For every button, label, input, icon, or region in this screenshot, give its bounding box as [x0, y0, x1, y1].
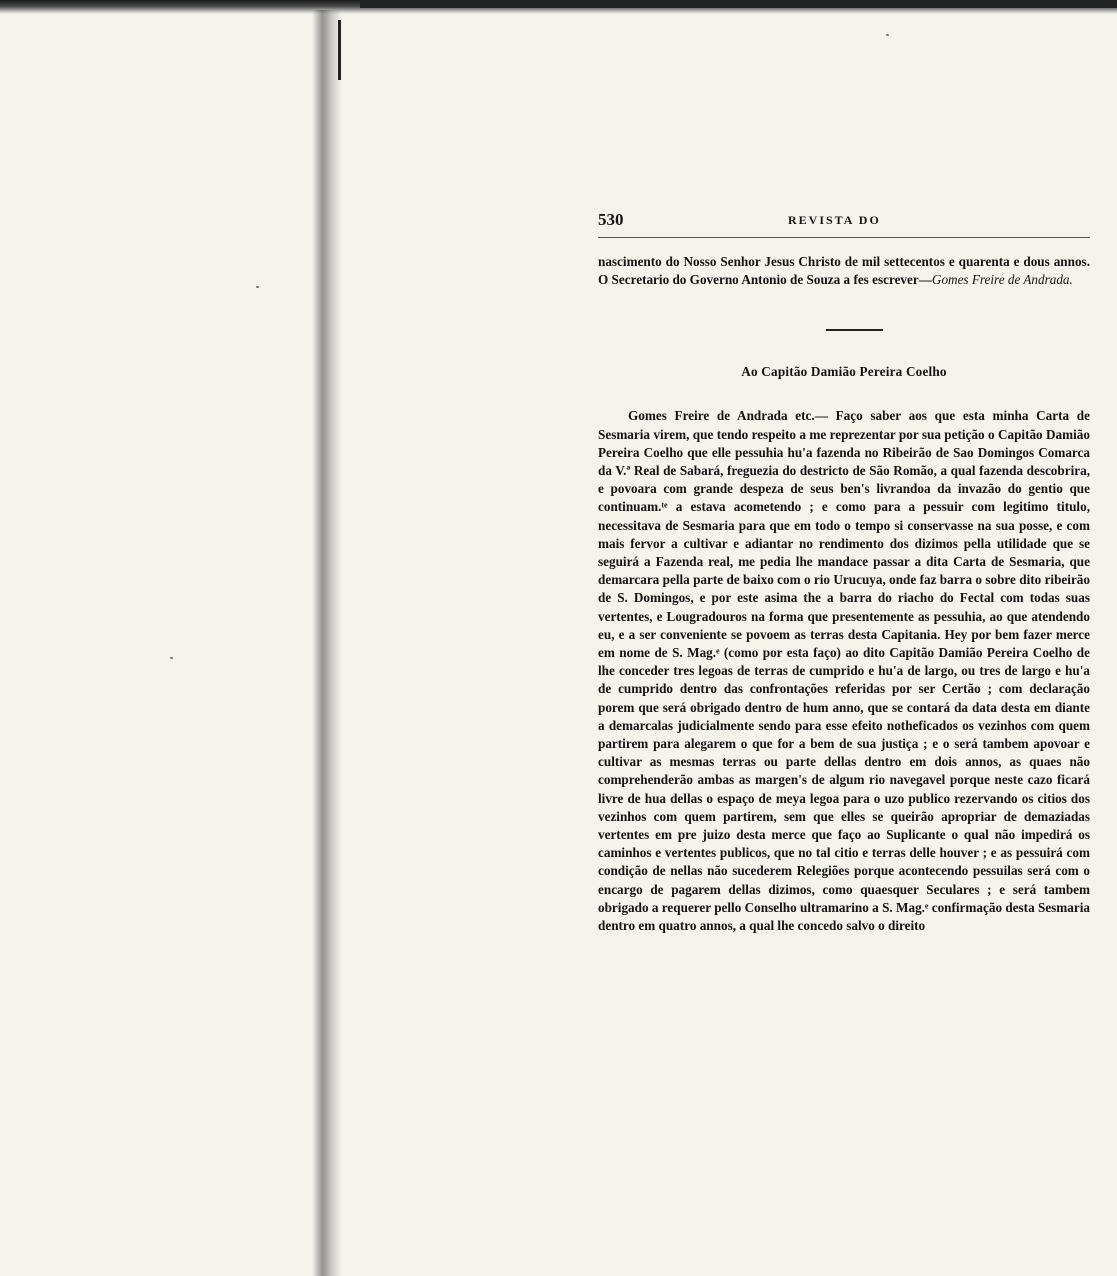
running-head-title: REVISTA DO: [788, 213, 881, 227]
signature: Gomes Freire de Andrada.: [931, 272, 1073, 288]
scan-speck: [256, 286, 259, 288]
body-text: Gomes Freire de Andrada etc.— Faço saber aos que esta minha Carta de Sesmaria virem, que tendo respeito a me reprezentar por sua petição o Capitão Damião Pereira Coelho que elle pessuhia hu'a fazenda no Ribeirão de Sao Domingos Comarca da V.ª Real de Sabará, freguezia do destricto de São Romão, a qual fazenda descobrira, e povoara com grande despeza de seus ben's livrandoa da invazão do gentio que continuam.ᵗᵉ a estava acometendo ; e como para a pessuir com legitimo titulo, necessitava de Sesmaria para que em todo o tempo si conservasse na sua posse, e com mais fervor a cultivar e adiantar no rendimento dos dizimos pella utilidade que se seguirá a Fazenda real, me pedia lhe mandace passar a dita Carta de Sesmaria, que demarcara pella parte de baixo com o rio Urucuya, onde faz barra o sobre dito ribeirão de S. Domingos, e por este asima the a barra do riacho do Fectal com todas suas vertentes, e Lougradouros na forma que presentemente as pessuhia, ao que atendendo eu, e a ser conveniente se povoem as terras desta Capitania. Hey por bem fazer merce em nome de S. Mag.ᵉ (como por esta faço) ao dito Capitão Damião Pereira Coelho de lhe conceder tres legoas de terras de cumprido e hu'a de largo, ou tres de largo e hu'a de cumprido dentro das confrontações referidas por ser Certão ; com declaração porem que será obrigado dentro de hum anno, que se contará da data desta em diante a demarcalas judicialmente sendo para esse efeito notheficados os vezinhos com quem partirem para alegarem o que for a bem de sua justiça ; e o será tambem apovoar e cultivar as mesmas terras ou parte dellas dentro em dois annos, as quaes não comprehenderão ambas as margen's de algum rio navegavel porque neste cazo ficará livre de hua dellas o espaço de meya legoa para o uzo publico rezervando os citios dos vezinhos com quem partirem, sem que elles se queirão apropriar de demaziadas vertentes em pre juizo desta merce que faço ao Suplicante o qual não impedirá os caminhos e vertentes publicos, que no tal citio e terras delle houver ; e as pessuirá com condição de nellas não sucederem Relegiões porque acontecendo pessuilas será com o encargo de pagarem dellas dizimos, como quaesquer Seculares ; e será tambem obrigado a requerer pello Conselho ultramarino a S. Mag.ᵉ confirmação desta Sesmaria dentro em quatro annos, a qual lhe concedo salvo o direito: [598, 408, 1090, 934]
section-divider: [826, 329, 883, 331]
book-page: [598, 210, 1090, 935]
scan-speck: [886, 34, 889, 36]
section-heading: Ao Capitão Damião Pereira Coelho: [741, 364, 947, 380]
header-rule: [598, 237, 1090, 238]
opening-paragraph: [598, 253, 1090, 289]
scan-top-dark-band: [360, 0, 1117, 8]
body-paragraph: [598, 407, 1090, 935]
book-gutter-shadow: [312, 10, 342, 1276]
running-head: [598, 210, 1090, 232]
scan-speck: [170, 657, 173, 659]
opening-text: nascimento do Nosso Senhor Jesus Christo de mil settecentos e quarenta e dous annos. O Secretario do Governo Antonio de Souza a fes escrever—: [598, 254, 1090, 288]
page-number: 530: [598, 210, 624, 229]
book-gutter-edge: [338, 20, 341, 80]
